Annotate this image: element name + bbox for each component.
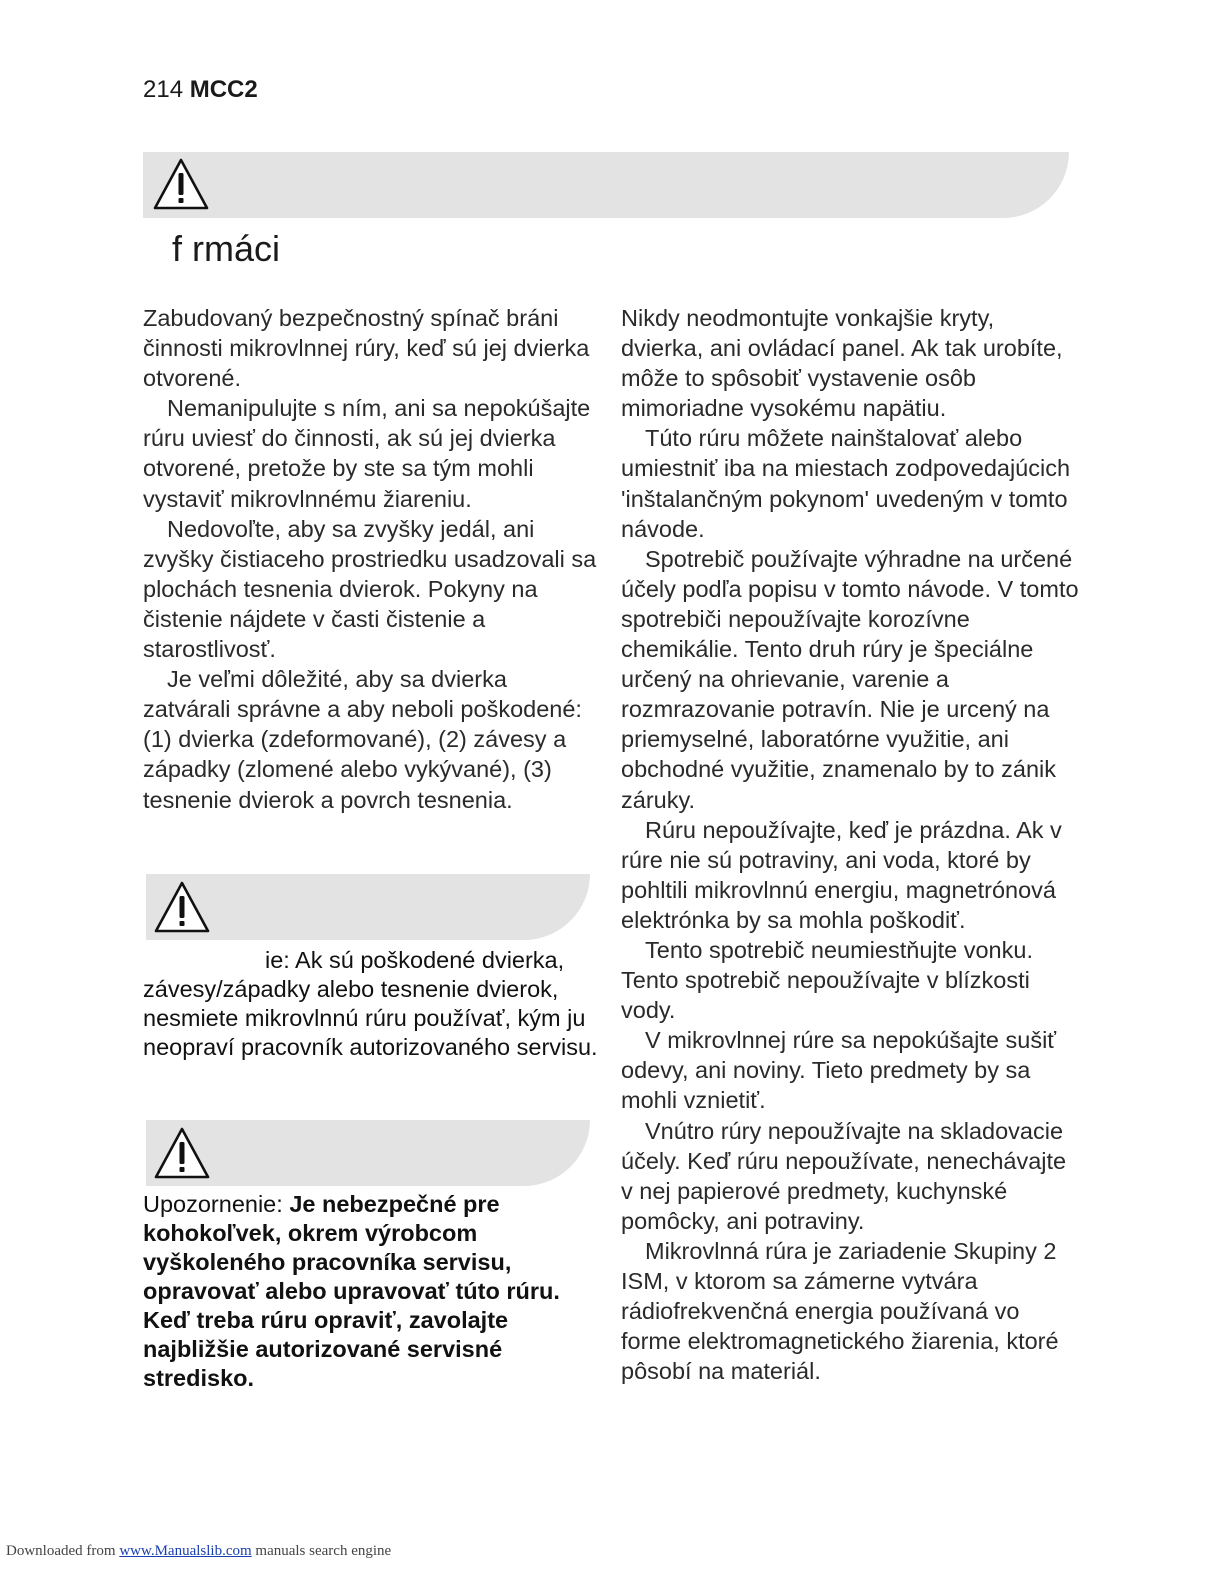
paragraph: Spotrebič používajte výhradne na určené účely podľa popisu v tomto návode. V tomto spotrebiči nepoužívajte korozívne chemikálie. Tento druh rúry je špeciálne určený na ohrievanie, varenie a rozmrazovanie potravín. Nie je urcený na priemyselné, laboratórne využitie, ani obchodné využitie, znamenalo by to zánik záruky.: [621, 545, 1079, 813]
top-warning-banner: [143, 152, 1069, 218]
warning-triangle-icon: [153, 879, 211, 935]
paragraph: Tento spotrebič neumiestňujte vonku. Tento spotrebič nepoužívajte v blízkosti vody.: [621, 936, 1033, 1024]
paragraph: Mikrovlnná rúra je zariadenie Skupiny 2 ISM, v ktorom sa zámerne vytvára rádiofrekvenčná energia používaná vo forme elektromagnetického žiarenia, ktoré pôsobí na materiál.: [621, 1237, 1059, 1385]
page-header: [143, 76, 258, 104]
warning-1-body: závesy/západky alebo tesnenie dvierok, nesmiete mikrovlnnú rúru používať, kým ju neopraví pracovník autorizovaného servisu.: [143, 976, 598, 1060]
paragraph: Nedovoľte, aby sa zvyšky jedál, ani zvyšky čistiaceho prostriedku usadzovali sa plochách tesnenia dvierok. Pokyny na čistenie nájdete v časti čistenie a starostlivosť.: [143, 515, 597, 663]
model-name: MCC2: [189, 76, 258, 103]
section-title: f rmáci: [172, 228, 280, 269]
paragraph: Je veľmi dôležité, aby sa dvierka zatvárali správne a aby neboli poškodené: (1) dvierka (zdeformované), (2) závesy a západky (zlomené alebo vykývané), (3) tesnenie dvierok a povrch tesnenia.: [143, 666, 582, 813]
right-column: [621, 303, 1081, 1386]
warning-2-label: Upozornenie:: [143, 1191, 290, 1217]
paragraph: Nemanipulujte s ním, ani sa nepokúšajte rúru uviesť do činnosti, ak sú jej dvierka otvorené, pretože by ste sa tým mohli vystaviť mikrovlnnému žiareniu.: [143, 395, 591, 512]
warning-1-text: [143, 946, 603, 1062]
warning-1-lead: ie: Ak sú poškodené dvierka,: [265, 947, 565, 973]
paragraph: Rúru nepoužívajte, keď je prázdna. Ak v rúre nie sú potraviny, ani voda, ktoré by pohltili mikrovlnnú energiu, magnetrónová elektrónka by sa mohla poškodiť.: [621, 816, 1062, 933]
paragraph: Nikdy neodmontujte vonkajšie kryty, dvierka, ani ovládací panel. Ak tak urobíte, môže to spôsobiť vystavenie osôb mimoriadne vysokému napätiu.: [621, 305, 1063, 422]
download-footer: [6, 1543, 391, 1560]
left-column: [143, 303, 598, 815]
warning-triangle-icon: [152, 156, 210, 212]
paragraph: Zabudovaný bezpečnostný spínač bráni činnosti mikrovlnnej rúry, keď sú jej dvierka otvorené.: [143, 305, 590, 392]
warning-banner-1: [146, 874, 590, 940]
manualslib-link[interactable]: www.Manualslib.com: [119, 1543, 252, 1559]
warning-2-text: [143, 1190, 603, 1393]
page-number: 214: [143, 76, 184, 103]
footer-suffix: manuals search engine: [251, 1543, 392, 1559]
warning-banner-2: [146, 1120, 590, 1186]
footer-prefix: Downloaded from: [6, 1543, 120, 1559]
warning-2-body: Je nebezpečné pre kohokoľvek, okrem výrobcom vyškoleného pracovníka servisu, opravovať alebo upravovať túto rúru. Keď treba rúru opraviť, zavolajte najbližšie autorizované servisné stredisko.: [143, 1191, 560, 1391]
paragraph: V mikrovlnnej rúre sa nepokúšajte sušiť odevy, ani noviny. Tieto predmety by sa mohli vznietiť.: [621, 1027, 1057, 1114]
paragraph: Vnútro rúry nepoužívajte na skladovacie účely. Keď rúru nepoužívate, nenechávajte v nej papierové predmety, kuchynské pomôcky, ani potraviny.: [621, 1117, 1067, 1234]
paragraph: Túto rúru môžete nainštalovať alebo umiestniť iba na miestach zodpovedajúcich 'inštalančným pokynom' uvedeným v tomto návode.: [621, 425, 1071, 542]
warning-triangle-icon: [153, 1125, 211, 1181]
